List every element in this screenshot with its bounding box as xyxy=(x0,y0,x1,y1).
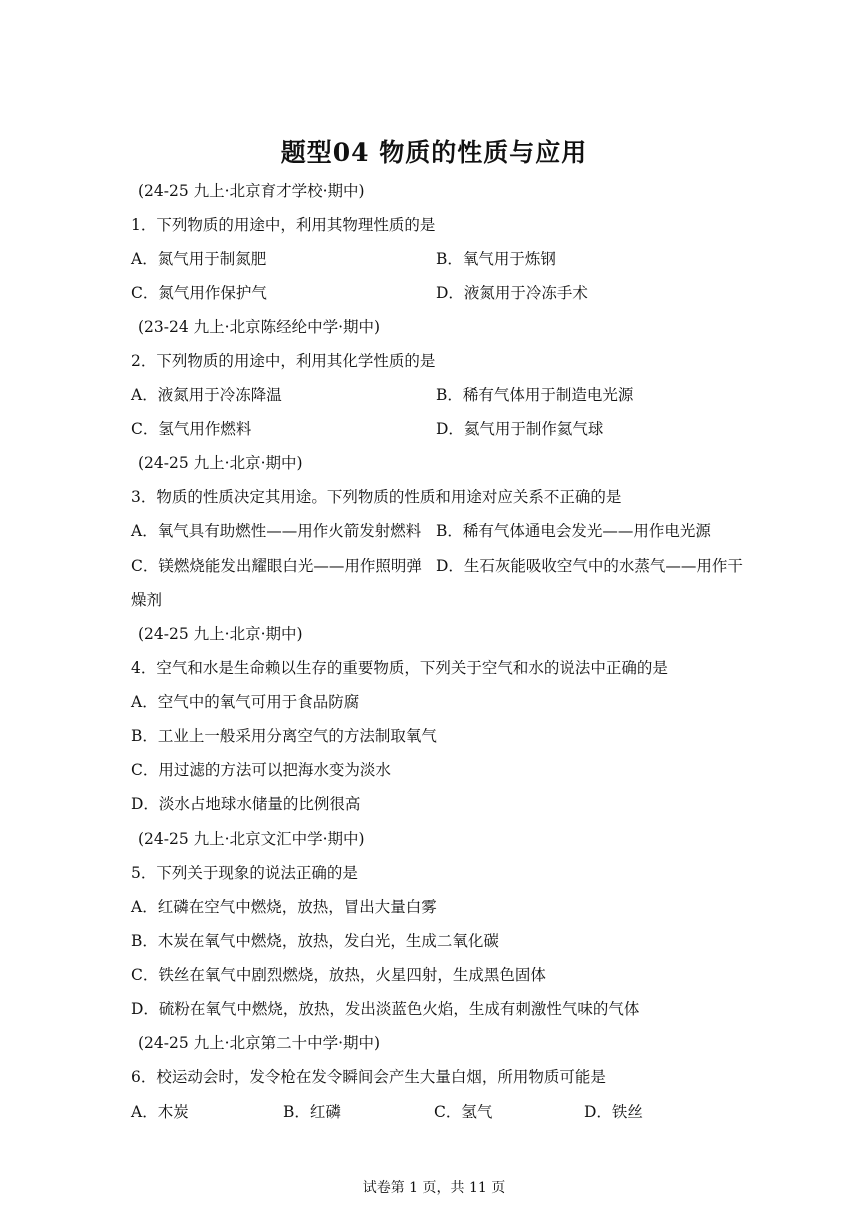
question-2-source: (23-24 九上·北京陈经纶中学·期中) xyxy=(138,318,381,336)
question-4-option-d: D．淡水占地球水储量的比例很高 xyxy=(131,795,361,813)
question-1-option-a: A．氮气用于制氮肥 xyxy=(131,250,267,268)
question-4-option-a: A．空气中的氧气可用于食品防腐 xyxy=(131,693,360,711)
question-2-option-b: B．稀有气体用于制造电光源 xyxy=(436,386,634,404)
question-2-option-a: A．液氮用于冷冻降温 xyxy=(131,386,282,404)
question-5-option-c: C．铁丝在氧气中剧烈燃烧，放热，火星四射，生成黑色固体 xyxy=(131,966,546,984)
question-1-option-d: D．液氮用于冷冻手术 xyxy=(436,284,588,302)
question-4-option-c: C．用过滤的方法可以把海水变为淡水 xyxy=(131,761,391,779)
question-5-option-d: D．硫粉在氧气中燃烧，放热，发出淡蓝色火焰，生成有刺激性气味的气体 xyxy=(131,1000,640,1018)
question-6-option-a: A．木炭 xyxy=(131,1103,189,1121)
question-3-stem: 3．物质的性质决定其用途。下列物质的性质和用途对应关系不正确的是 xyxy=(131,488,622,506)
question-6-option-b: B．红磷 xyxy=(283,1103,341,1121)
question-2-option-c: C．氢气用作燃料 xyxy=(131,420,252,438)
question-6-source: (24-25 九上·北京第二十中学·期中) xyxy=(138,1034,381,1052)
question-2-stem: 2．下列物质的用途中，利用其化学性质的是 xyxy=(131,352,436,370)
question-3-option-b: B．稀有气体通电会发光——用作电光源 xyxy=(436,522,711,540)
question-6-stem: 6．校运动会时，发令枪在发令瞬间会产生大量白烟，所用物质可能是 xyxy=(131,1068,606,1086)
question-6-option-d: D．铁丝 xyxy=(584,1103,643,1121)
question-3-option-d: D．生石灰能吸收空气中的水蒸气——用作干 xyxy=(436,557,743,575)
question-4-option-b: B．工业上一般采用分离空气的方法制取氧气 xyxy=(131,727,437,745)
question-2-option-d: D．氦气用于制作氦气球 xyxy=(436,420,604,438)
question-5-option-a: A．红磷在空气中燃烧，放热，冒出大量白雾 xyxy=(131,898,437,916)
question-3-option-a: A．氧气具有助燃性——用作火箭发射燃料 xyxy=(131,522,422,540)
page-title: 题型04 物质的性质与应用 xyxy=(280,138,588,167)
question-1-option-c: C．氮气用作保护气 xyxy=(131,284,267,302)
question-4-stem: 4．空气和水是生命赖以生存的重要物质，下列关于空气和水的说法中正确的是 xyxy=(131,659,668,677)
question-5-source: (24-25 九上·北京文汇中学·期中) xyxy=(138,830,365,848)
question-5-option-b: B．木炭在氧气中燃烧，放热，发白光，生成二氧化碳 xyxy=(131,932,499,950)
question-1-stem: 1．下列物质的用途中，利用其物理性质的是 xyxy=(131,216,436,234)
question-1-source: (24-25 九上·北京育才学校·期中) xyxy=(138,182,365,200)
page-footer: 试卷第 1 页，共 11 页 xyxy=(362,1180,506,1196)
question-5-stem: 5．下列关于现象的说法正确的是 xyxy=(131,864,358,882)
question-3-option-c: C．镁燃烧能发出耀眼白光——用作照明弹 xyxy=(131,557,422,575)
question-3-source: (24-25 九上·北京·期中) xyxy=(138,454,303,472)
question-3-option-d-continuation: 燥剂 xyxy=(131,591,163,609)
question-6-option-c: C．氢气 xyxy=(434,1103,493,1121)
question-1-option-b: B．氧气用于炼钢 xyxy=(436,250,556,268)
question-4-source: (24-25 九上·北京·期中) xyxy=(138,625,303,643)
